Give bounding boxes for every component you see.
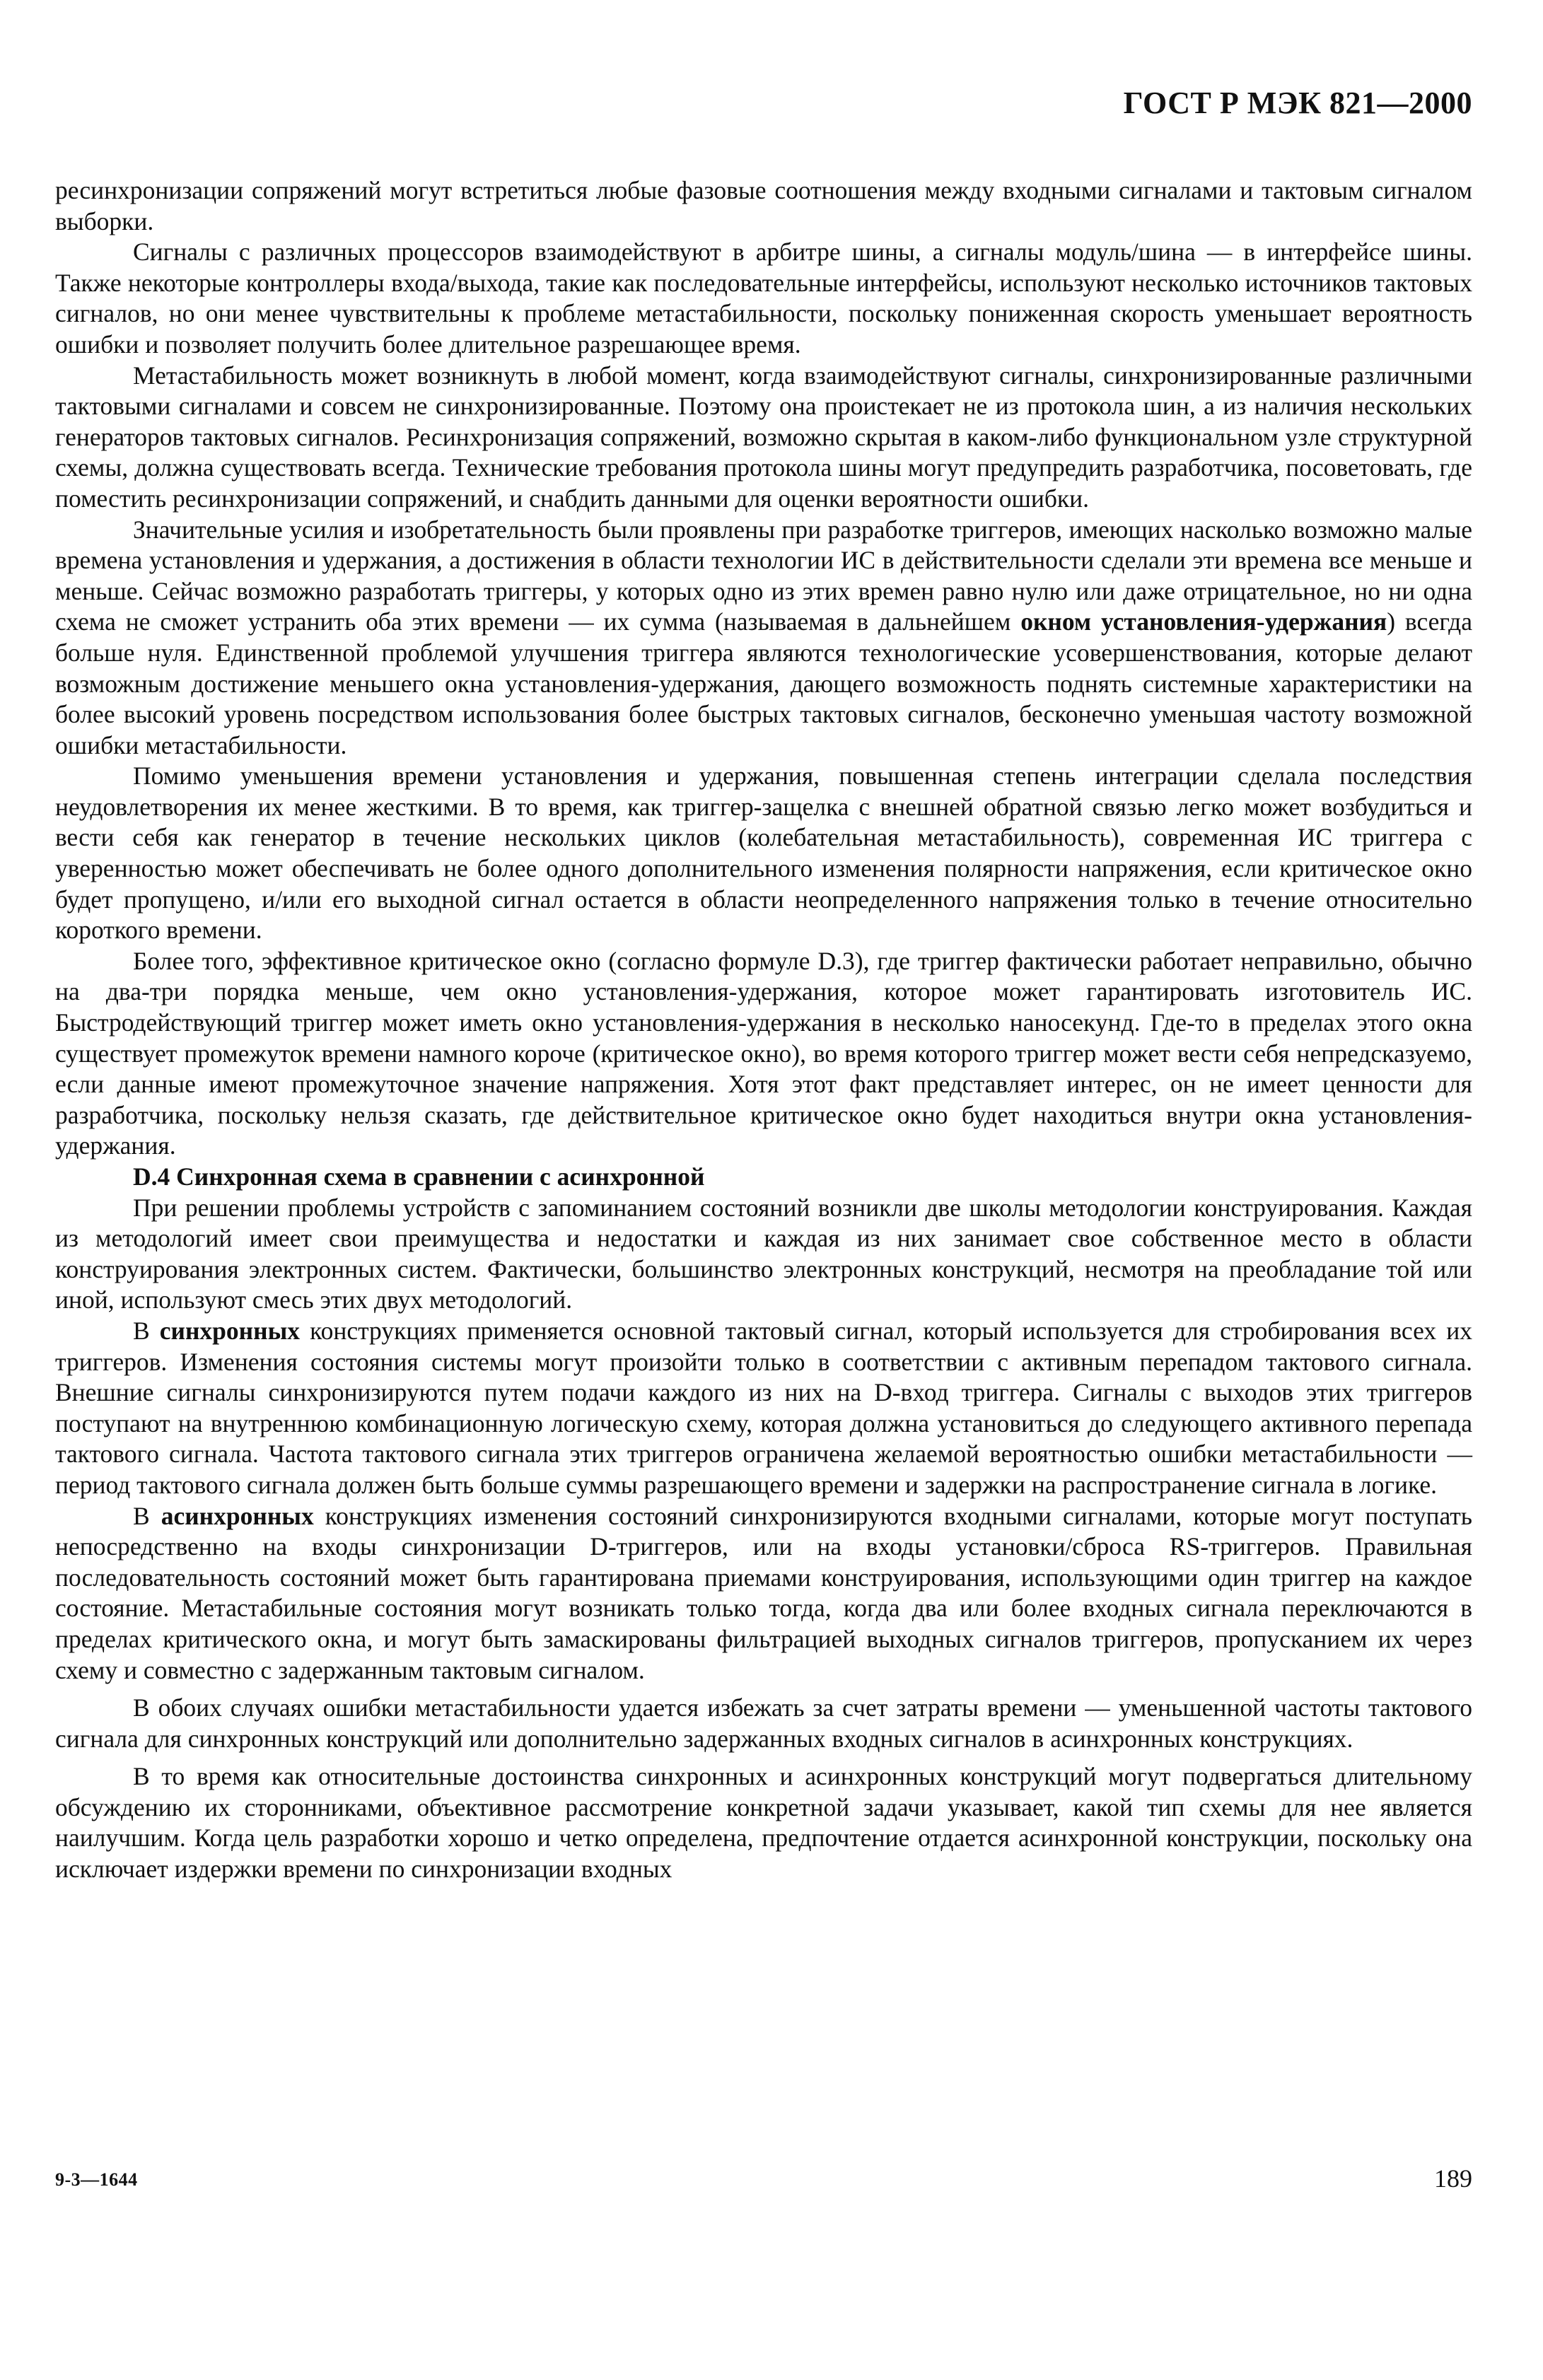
paragraph-both-cases: В обоих случаях ошибки метастабильности удается избежать за счет затраты времени — уменьшенной частоты тактового сигнала для синхронных конструкций или дополнительно задержанных входных сигналов в асинхронных конструкциях. (55, 1693, 1472, 1753)
paragraph-text: ) всегда больше нуля. Единственной проблемой улучшения триггера являются технологические усовершенствования, которые делают возможным достижение меньшего окна установления-удержания, дающего возможность поднять системные характеристики на более высокий уровень посредством использования более быстрых тактовых сигналов, бесконечно уменьшая частоту возможной ошибки метастабильности. (55, 607, 1472, 759)
paragraph-text: В (133, 1501, 161, 1530)
paragraph-asynchronous (55, 1501, 1472, 1686)
paragraph-text: конструкциях применяется основной тактовый сигнал, который используется для стробирования всех их триггеров. Изменения состояния системы могут произойти только в соответствии с активным перепадом тактового сигнала. Внешние сигналы синхронизируются путем подачи каждого из них на D-вход триггера. Сигналы с выходов этих триггеров поступают на внутреннюю комбинационную логическую схему, которая должна установиться до следующего активного перепада тактового сигнала. Частота тактового сигнала этих триггеров ограничена желаемой вероятностью ошибки метастабильности — период тактового сигнала должен быть больше суммы разрешающего времени и задержки на распространение сигнала в логике. (55, 1316, 1472, 1499)
paragraph-metastability: Метастабильность может возникнуть в любой момент, когда взаимодействуют сигналы, синхронизированные различными тактовыми сигналами и совсем не синхронизированные. Поэтому она проистекает не из протокола шин, а из наличия нескольких генераторов тактовых сигналов. Ресинхронизация сопряжений, возможно скрытая в каком-либо функциональном узле структурной схемы, должна существовать всегда. Технические требования протокола шины могут предупредить разработчика, посоветовать, где поместить ресинхронизации сопряжений, и снабдить данными для оценки вероятности ошибки. (55, 361, 1472, 513)
page-number: 189 (1434, 2164, 1472, 2193)
paragraph-setup-hold-efforts (55, 515, 1472, 762)
paragraph-synchronous (55, 1316, 1472, 1501)
paragraph-text: Значительные усилия и изобретательность были проявлены при разработке триггеров, имеющих насколько возможно малые времена установления и удержания, а достижения в области технологии ИС в действительности сделали эти времена все меньше и меньше. Сейчас возможно разработать триггеры, у которых одно из этих времен равно нулю или даже отрицательное, но ни одна схема не сможет устранить оба этих времени — их сумма (называемая в дальнейшем (55, 515, 1472, 636)
section-heading-d4: D.4 Синхронная схема в сравнении с асинхронной (133, 1162, 705, 1191)
paragraph-signals-processors: Сигналы с различных процессоров взаимодействуют в арбитре шины, а сигналы модуль/шина — в интерфейсе шины. Также некоторые контроллеры входа/выхода, такие как последовательные интерфейсы, используют несколько источников тактовых сигналов, но они менее чувствительны к проблеме метастабильности, поскольку пониженная скорость уменьшает вероятность ошибки и позволяет получить более длительное разрешающее время. (55, 238, 1472, 358)
term-asynchronous: асинхронных (161, 1501, 314, 1530)
paragraph-critical-window: Более того, эффективное критическое окно (согласно формуле D.3), где триггер фактически работает неправильно, обычно на два-три порядка меньше, чем окно установления-удержания, которое может гарантировать изготовитель ИС. Быстродействующий триггер может иметь окно установления-удержания в несколько наносекунд. Где-то в пределах этого окна существует промежуток времени намного короче (критическое окно), во время которого триггер может вести себя непредсказуемо, если данные имеют промежуточное значение напряжения. Хотя этот факт представляет интерес, он не имеет ценности для разработчика, поскольку нельзя сказать, где действительное критическое окно будет находиться внутри окна установления-удержания. (55, 946, 1472, 1160)
document-header: ГОСТ Р МЭК 821—2000 (1123, 86, 1472, 120)
term-synchronous: синхронных (159, 1316, 301, 1345)
paragraph-design-schools: При решении проблемы устройств с запоминанием состояний возникли две школы методологии конструирования. Каждая из методологий имеет свои преимущества и недостатки и каждая из них занимает свое собственное место в области конструирования электронных систем. Фактически, большинство электронных конструкций, несмотря на преобладание той или иной, используют смесь этих двух методологий. (55, 1193, 1472, 1314)
paragraph-continuation: ресинхронизации сопряжений могут встретиться любые фазовые соотношения между входными сигналами и тактовым сигналом выборки. (55, 176, 1472, 235)
paragraph-integration: Помимо уменьшения времени установления и удержания, повышенная степень интеграции сделала последствия неудовлетворения их менее жесткими. В то время, как триггер-защелка с внешней обратной связью легко может возбудиться и вести себя как генератор в течение нескольких циклов (колебательная метастабильность), современная ИС триггера с уверенностью может обеспечивать не более одного дополнительного изменения полярности напряжения, если критическое окно будет пропущено, и/или его выходной сигнал остается в области неопределенного напряжения только в течение относительно короткого времени. (55, 762, 1472, 945)
paragraph-text: В (133, 1316, 160, 1345)
document-body (55, 175, 1472, 1885)
footer-print-code: 9-3—1644 (55, 2169, 138, 2190)
paragraph-relative-merits: В то время как относительные достоинства синхронных и асинхронных конструкций могут подвергаться длительному обсуждению их сторонниками, объективное рассмотрение конкретной задачи указывает, какой тип схемы для нее является наилучшим. Когда цель разработки хорошо и четко определена, предпочтение отдается асинхронной конструкции, поскольку она исключает издержки времени по синхронизации входных (55, 1762, 1472, 1884)
paragraph-text: конструкциях изменения состояний синхронизируются входными сигналами, которые могут поступать непосредственно на входы синхронизации D-триггеров, или на входы установки/сброса RS-триггеров. Правильная последовательность состояний может быть гарантирована приемами конструирования, использующими один триггер на каждое состояние. Метастабильные состояния могут возникать только тогда, когда два или более входных сигнала переключаются в пределах критического окна, и могут быть замаскированы фильтрацией выходных сигналов триггеров, пропусканием их через схему и совместно с задержанным тактовым сигналом. (55, 1501, 1472, 1684)
term-setup-hold-window: окном установления-удержания (1020, 607, 1387, 636)
document-page (55, 85, 1472, 2291)
